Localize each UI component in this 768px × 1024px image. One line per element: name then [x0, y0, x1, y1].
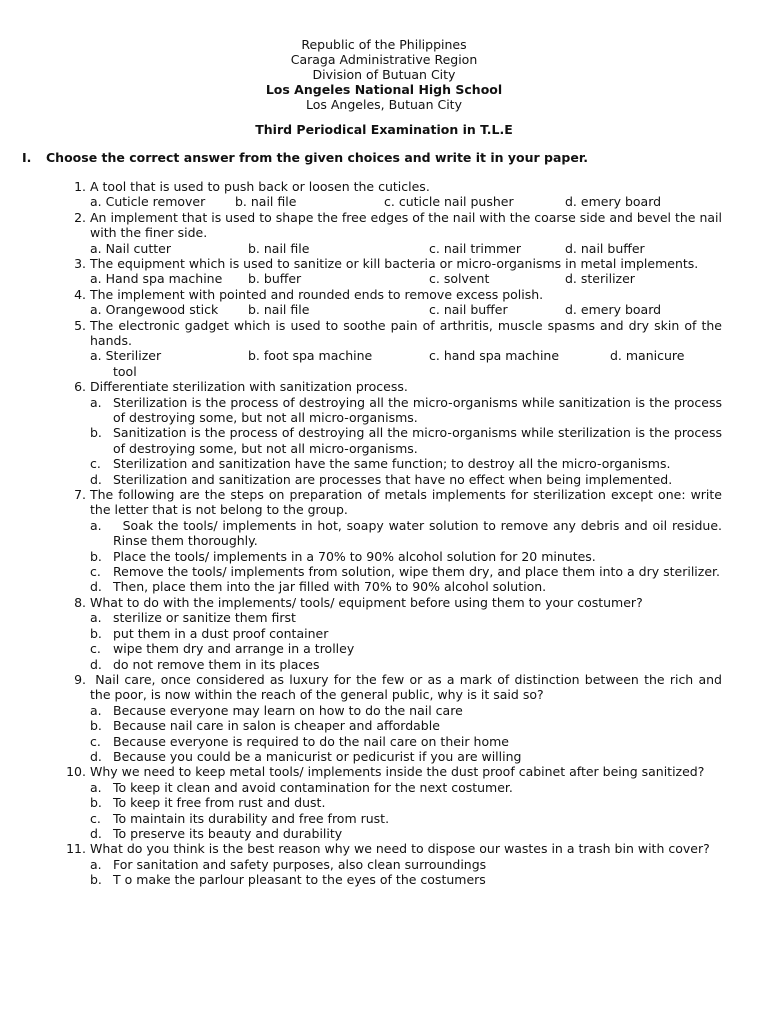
choice-d: d. sterilizer [565, 271, 635, 287]
option-letter: c. [90, 810, 101, 826]
choice-continuation: tool [113, 363, 137, 379]
instruction-text: Choose the correct answer from the given choices and write it in your paper. [46, 150, 588, 165]
option-letter: a. [90, 856, 102, 872]
question-number: 8. [74, 594, 86, 610]
option-text: do not remove them in its places [113, 656, 320, 672]
school-address: Los Angeles, Butuan City [306, 97, 462, 112]
option-text: Because you could be a manicurist or pedicurist if you are willing [113, 748, 522, 764]
option [0, 564, 768, 579]
school-name: Los Angeles National High School [265, 82, 503, 97]
option-text: Remove the tools/ implements from solution, wipe them dry, and place them into a dry sterilizer. [113, 564, 720, 580]
option [0, 610, 768, 625]
question-text: Differentiate sterilization with sanitization process. [90, 379, 408, 395]
option-letter: c. [90, 641, 101, 657]
choice-a: a. Cuticle remover [90, 194, 206, 210]
option [0, 718, 768, 733]
option-text: Sterilization and sanitization have the same function; to destroy all the micro-organisms. [113, 456, 671, 472]
choice-a: a. Hand spa machine [90, 271, 223, 287]
question-text: What to do with the implements/ tools/ equipment before using them to your costumer? [90, 594, 643, 610]
option-letter: b. [90, 548, 102, 564]
option [0, 456, 768, 471]
choice-b: b. buffer [248, 271, 302, 287]
choice-a: a. Orangewood stick [90, 302, 219, 318]
choice-c: c. nail buffer [429, 302, 508, 318]
question-text: Nail care, once considered as luxury for the few or as a mark of distinction between the rich and the poor, is now within the reach of the general public, why is it said so? [90, 671, 722, 703]
option-letter: c. [90, 564, 101, 580]
document-header [0, 37, 768, 112]
option [0, 872, 768, 887]
option-letter: b. [90, 625, 102, 641]
question-number: 5. [74, 317, 86, 333]
option [0, 857, 768, 872]
option-text: To keep it free from rust and dust. [113, 795, 326, 811]
option [0, 749, 768, 764]
option-letter: c. [90, 456, 101, 472]
option [0, 641, 768, 656]
question-number: 4. [74, 286, 86, 302]
choice-d: d. emery board [565, 194, 662, 210]
option-letter: b. [90, 425, 102, 441]
choice-c: c. nail trimmer [429, 240, 522, 256]
header-line-country: Republic of the Philippines [301, 37, 467, 52]
question-text: What do you think is the best reason why we need to dispose our wastes in a trash bin with cover? [90, 841, 710, 857]
option-letter: d. [90, 579, 102, 595]
option-text: For sanitation and safety purposes, also clean surroundings [113, 856, 487, 872]
instruction [22, 150, 588, 165]
option [0, 657, 768, 672]
question-5 [0, 318, 768, 349]
question-9 [0, 672, 768, 703]
question-2 [0, 210, 768, 241]
question-6 [0, 379, 768, 394]
option-text: put them in a dust proof container [113, 625, 329, 641]
choice-d: d. emery board [565, 302, 662, 318]
question-number: 6. [74, 379, 86, 395]
option-text: T o make the parlour pleasant to the eyes of the costumers [113, 872, 486, 888]
choice-a: a. Nail cutter [90, 240, 171, 256]
option-letter: b. [90, 718, 102, 734]
question-8 [0, 595, 768, 610]
choice-row [0, 302, 768, 317]
question-4 [0, 287, 768, 302]
choice-b: b. nail file [235, 194, 297, 210]
question-text: An implement that is used to shape the free edges of the nail with the coarse side and bevel the nail with the finer side. [90, 209, 723, 241]
choice-row [0, 348, 768, 363]
choice-c: c. cuticle nail pusher [384, 194, 514, 210]
option-letter: a. [90, 779, 102, 795]
option-text: To preserve its beauty and durability [113, 825, 343, 841]
option-text: Sterilization and sanitization are processes that have no effect when being implemented. [113, 471, 673, 487]
header-line-region: Caraga Administrative Region [290, 52, 478, 67]
question-text: A tool that is used to push back or loosen the cuticles. [90, 179, 430, 194]
option-letter: a. [90, 702, 102, 718]
option-letter: d. [90, 656, 102, 672]
option-text: Soak the tools/ implements in hot, soapy water solution to remove any debris and oil residue. Rinse them thoroughly. [113, 517, 722, 549]
option [0, 826, 768, 841]
option-letter: a. [90, 517, 102, 533]
question-list [0, 179, 768, 888]
choice-row [0, 271, 768, 286]
option-letter: a. [90, 610, 102, 626]
question-10 [0, 764, 768, 779]
option-text: To maintain its durability and free from rust. [113, 810, 390, 826]
option-text: Sterilization is the process of destroying all the micro-organisms while sanitization is the process of destroying some, but not all micro-organisms. [113, 394, 722, 426]
option-text: To keep it clean and avoid contamination for the next costumer. [113, 779, 513, 795]
option-text: Because everyone may learn on how to do the nail care [113, 702, 463, 718]
question-text: The electronic gadget which is used to soothe pain of arthritis, muscle spasms and dry skin of the hands. [90, 317, 722, 348]
option [0, 811, 768, 826]
question-number: 2. [74, 209, 86, 225]
choice-d: d. manicure [610, 348, 685, 364]
option-text: Place the tools/ implements in a 70% to 90% alcohol solution for 20 minutes. [113, 548, 596, 564]
question-number: 7. [74, 487, 86, 503]
choice-b: b. foot spa machine [248, 348, 373, 364]
option [0, 395, 768, 426]
choice-d: d. nail buffer [565, 240, 645, 256]
option [0, 472, 768, 487]
choice-c: c. hand spa machine [429, 348, 560, 364]
option-text: Sanitization is the process of destroying all the micro-organisms while sterilization is the process of destroying some, but not all micro-organisms. [113, 425, 722, 456]
option [0, 703, 768, 718]
question-number: 11. [66, 841, 86, 857]
exam-title: Third Periodical Examination in T.L.E [255, 122, 513, 137]
option [0, 549, 768, 564]
option-text: wipe them dry and arrange in a trolley [113, 641, 355, 657]
question-11 [0, 841, 768, 856]
instruction-number: I. [22, 150, 32, 165]
option [0, 626, 768, 641]
option [0, 518, 768, 549]
question-3 [0, 256, 768, 271]
question-7 [0, 487, 768, 518]
choice-row [0, 241, 768, 256]
question-number: 10. [66, 764, 86, 780]
option [0, 795, 768, 810]
choice-row [0, 194, 768, 209]
header-line-division: Division of Butuan City [312, 67, 456, 82]
choice-c: c. solvent [429, 271, 490, 287]
option [0, 579, 768, 594]
question-text: The following are the steps on preparation of metals implements for sterilization except one: write the letter that is not belong to the group. [90, 487, 722, 518]
option-letter: b. [90, 872, 102, 888]
option [0, 780, 768, 795]
choice-b: b. nail file [248, 302, 310, 318]
option-text: Because nail care in salon is cheaper and affordable [113, 718, 440, 734]
option-text: sterilize or sanitize them first [113, 610, 296, 626]
option-letter: b. [90, 795, 102, 811]
option [0, 425, 768, 456]
option [0, 734, 768, 749]
question-text: The equipment which is used to sanitize or kill bacteria or micro-organisms in metal implements. [90, 256, 699, 271]
question-number: 1. [74, 179, 86, 194]
question-number: 3. [74, 256, 86, 271]
option-letter: d. [90, 825, 102, 841]
choice-a: a. Sterilizer [90, 348, 162, 364]
option-letter: c. [90, 733, 101, 749]
choice-b: b. nail file [248, 240, 310, 256]
option-text: Then, place them into the jar filled with 70% to 90% alcohol solution. [113, 579, 547, 595]
option-letter: d. [90, 748, 102, 764]
option-letter: d. [90, 471, 102, 487]
question-number: 9. [74, 671, 86, 687]
question-text: Why we need to keep metal tools/ implements inside the dust proof cabinet after being sanitized? [90, 764, 705, 780]
question-text: The implement with pointed and rounded ends to remove excess polish. [90, 286, 544, 302]
option-letter: a. [90, 394, 102, 410]
question-1 [0, 179, 768, 194]
option-text: Because everyone is required to do the nail care on their home [113, 733, 509, 749]
